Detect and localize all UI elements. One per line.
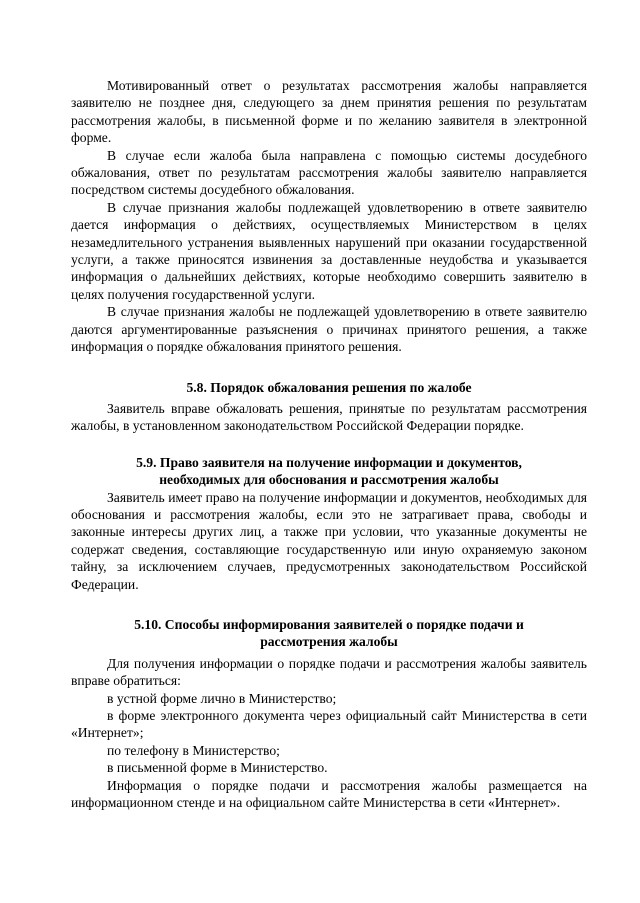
paragraph-complaint-satisfied: В случае признания жалобы подлежащей удовлетворению в ответе заявителю дается информация о действиях, осуществляемых Министерством в целях незамедлительного устранения выявленных нарушений при оказании государственной услуги, а также приносятся извинения за доставленные неудобства и указывается информация о дальнейших действиях, которые необходимо совершить заявителю в целях получения государственной услуги. [71,199,587,302]
paragraph-reasoned-response: Мотивированный ответ о результатах рассмотрения жалобы направляется заявителю не позднее дня, следующего за днем принятия решения по результатам рассмотрения жалобы, в письменной форме и по желанию заявителя в электронной форме. [71,78,587,146]
document-page [71,77,587,811]
paragraph-appeal-decision: Заявитель вправе обжаловать решения, принятые по результатам рассмотрения жалобы, в установленном законодательством Российской Федерации порядке. [71,400,587,434]
heading-section-5-9-line-1: 5.9. Право заявителя на получение информации и документов, [136,454,522,470]
paragraph-pretrial-system-response: В случае если жалоба была направлена с помощью системы досудебного обжалования, ответ по результатам рассмотрения жалобы заявителю направляется посредством системы досудебного обжалования. [71,147,587,198]
list-item-by-phone: по телефону в Министерство; [107,742,280,758]
list-item-in-writing: в письменной форме в Министерство. [107,760,328,776]
heading-section-5-8: 5.8. Порядок обжалования решения по жалобе [186,379,472,395]
heading-section-5-10-line-2: рассмотрения жалобы [260,634,398,650]
paragraph-information-placement: Информация о порядке подачи и рассмотрения жалобы размещается на информационном стенде и на официальном сайте Министерства в сети «Интернет». [71,777,587,811]
heading-section-5-9 [71,454,587,489]
heading-section-5-10 [71,616,587,651]
list-item-electronic-document: в форме электронного документа через официальный сайт Министерства в сети «Интернет»; [71,708,587,741]
paragraph-complaint-rejected: В случае признания жалобы не подлежащей удовлетворению в ответе заявителю даются аргументированные разъяснения о причинах принятого решения, а также информация о порядке обжалования принятого решения. [71,304,587,355]
list-item-in-person: в устной форме лично в Министерство; [107,690,337,706]
paragraph-ways-to-inform-intro: Для получения информации о порядке подачи и рассмотрения жалобы заявитель вправе обратиться: [71,655,587,689]
heading-section-5-9-line-2: необходимых для обоснования и рассмотрения жалобы [159,472,499,488]
paragraph-right-to-information: Заявитель имеет право на получение информации и документов, необходимых для обоснования и рассмотрения жалобы, если это не затрагивает права, свободы и законные интересы других лиц, а также при условии, что указанные документы не содержат сведения, составляющие государственную или иную охраняемую законом тайну, за исключением случаев, предусмотренных законодательством Российской Федерации. [71,489,587,592]
heading-section-5-10-line-1: 5.10. Способы информирования заявителей о порядке подачи и [134,616,524,632]
